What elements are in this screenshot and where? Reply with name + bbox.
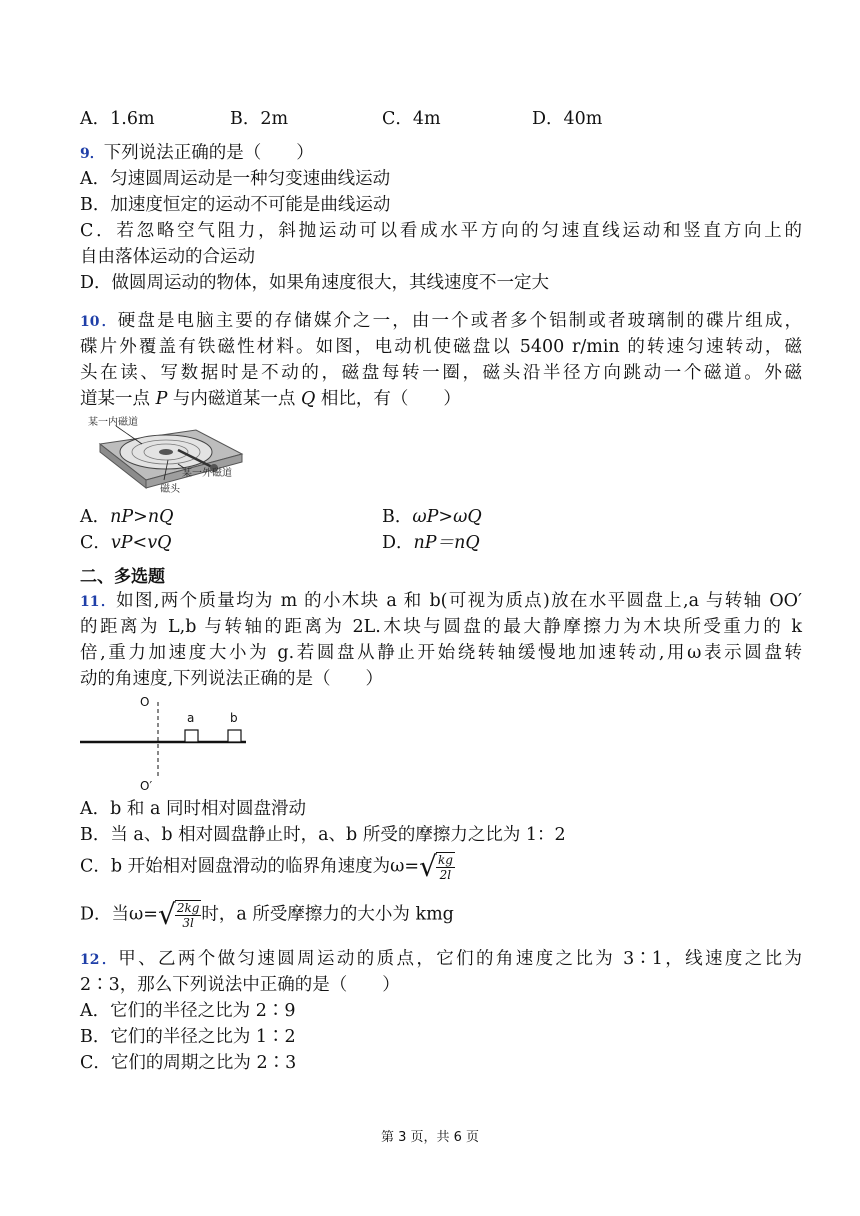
q10-point-p: P [155, 389, 168, 409]
q10-line3: 头在读、写数据时是不动的，磁盘每转一圈，磁头沿半径方向跳动一个磁道。外磁 [80, 363, 802, 383]
q11-option-d-sqrt: √ $\frac{2kg}{3l}$ [157, 898, 200, 931]
q10-text4c: 相比，有（ ） [315, 389, 461, 409]
q9-option-c-line2: 自由落体运动的合运动 [80, 247, 255, 267]
q11-option-b: B．当 a、b 相对圆盘静止时，a、b 所受的摩擦力之比为 1：2 [80, 825, 566, 845]
q10-option-b-text: ωP>ωQ [412, 507, 482, 527]
q10-number: 10． [80, 314, 118, 330]
q8-option-a: A．1.6m [80, 109, 155, 129]
q10-option-d-text: nP＝nQ [413, 533, 480, 553]
q10-text1: 硬盘是电脑主要的存储媒介之一，由一个或者多个铝制或者玻璃制的碟片组成， [117, 311, 803, 331]
fig-label-inner-track: 某一内磁道 [88, 417, 138, 428]
q11-c-numerator: kg [437, 853, 453, 867]
hard-disk-figure [86, 414, 246, 494]
q11-text1: 如图,两个质量均为 m 的小木块 a 和 b(可视为质点)放在水平圆盘上,a 与转轴 OO′ [116, 591, 802, 611]
fig-label-outer-track: 某一外磁道 [182, 468, 232, 479]
q9-stem-text: 下列说法正确的是（ ） [103, 143, 314, 163]
q9-option-a: A．匀速圆周运动是一种匀变速曲线运动 [80, 169, 391, 189]
fig-label-head: 磁头 [160, 484, 180, 494]
q11-option-d-text-a: D．当ω= [80, 904, 158, 925]
q11-line3: 倍,重力加速度大小为 g.若圆盘从静止开始绕转轴缓慢地加速转动,用ω表示圆盘转 [80, 643, 802, 663]
q12-line1 [80, 946, 802, 973]
q10-option-b [382, 504, 482, 530]
q12-option-c: C．它们的周期之比为 2∶3 [80, 1053, 297, 1073]
q9-option-c-line1: C．若忽略空气阻力，斜抛运动可以看成水平方向的匀速直线运动和竖直方向上的 [80, 221, 802, 241]
q12-option-b: B．它们的半径之比为 1∶2 [80, 1027, 296, 1047]
q8-option-c: C．4m [382, 109, 441, 129]
q12-option-a: A．它们的半径之比为 2∶9 [80, 1001, 296, 1021]
q11-option-d-text-b: 时，a 所受摩擦力的大小为 kmg [201, 904, 454, 925]
q11-line4: 动的角速度,下列说法正确的是（ ） [80, 669, 384, 689]
q10-option-d-label: D． [382, 533, 414, 553]
fig-label-o: O [140, 695, 150, 709]
q9-stem [80, 140, 314, 167]
q12-line2: 2∶3，那么下列说法中正确的是（ ） [80, 975, 400, 995]
q11-option-c-text: C．b 开始相对圆盘滑动的临界角速度为ω= [80, 856, 420, 877]
q10-option-a [80, 504, 173, 530]
q11-option-d [80, 900, 454, 930]
q11-number: 11． [80, 594, 117, 610]
q10-option-b-label: B． [382, 507, 413, 527]
q10-text4a: 道某一点 [80, 389, 156, 409]
q11-c-denominator: 2l [439, 868, 452, 882]
page-footer: 第 3 页，共 6 页 [380, 1130, 480, 1145]
q11-option-c [80, 852, 455, 882]
q10-option-c [80, 530, 171, 556]
q8-option-b: B．2m [230, 109, 289, 129]
q10-line2: 碟片外覆盖有铁磁性材料。如图，电动机使磁盘以 5400 r/min 的转速匀速转动，磁 [80, 337, 802, 357]
q11-d-numerator: 2kg [176, 901, 200, 915]
q9-option-d: D．做圆周运动的物体，如果角速度很大，其线速度不一定大 [80, 273, 550, 293]
fig-label-o-prime: O′ [140, 779, 153, 793]
q10-text4b: 与内磁道某一点 [167, 389, 301, 409]
q11-d-denominator: 3l [182, 916, 194, 930]
q10-option-a-label: A． [80, 507, 111, 527]
q10-option-d [382, 530, 480, 556]
q10-option-c-text: vP<vQ [110, 533, 172, 553]
q10-line1 [80, 308, 802, 335]
fig-label-a: a [187, 711, 195, 725]
q8-option-d: D．40m [532, 109, 603, 129]
q9-number: 9． [80, 146, 104, 162]
q12-text1: 甲、乙两个做匀速圆周运动的质点，它们的角速度之比为 3∶1，线速度之比为 [118, 949, 802, 969]
turntable-figure [80, 694, 250, 794]
q11-option-c-sqrt: √ $\frac{kg}{2l}$ [419, 850, 453, 883]
q11-line2: 的距离为 L,b 与转轴的距离为 2L.木块与圆盘的最大静摩擦力为木块所受重力的 k [80, 617, 802, 637]
q10-line4 [80, 386, 461, 412]
fig-label-b: b [230, 711, 238, 725]
section-heading-multiple-choice: 二、多选题 [80, 567, 165, 587]
q12-number: 12． [80, 952, 119, 968]
q10-option-c-label: C． [80, 533, 111, 553]
q11-line1 [80, 588, 802, 615]
q9-option-b: B．加速度恒定的运动不可能是曲线运动 [80, 195, 391, 215]
q10-option-a-text: nP>nQ [110, 507, 174, 527]
q10-point-q: Q [300, 389, 316, 409]
q11-option-a: A．b 和 a 同时相对圆盘滑动 [80, 799, 306, 819]
